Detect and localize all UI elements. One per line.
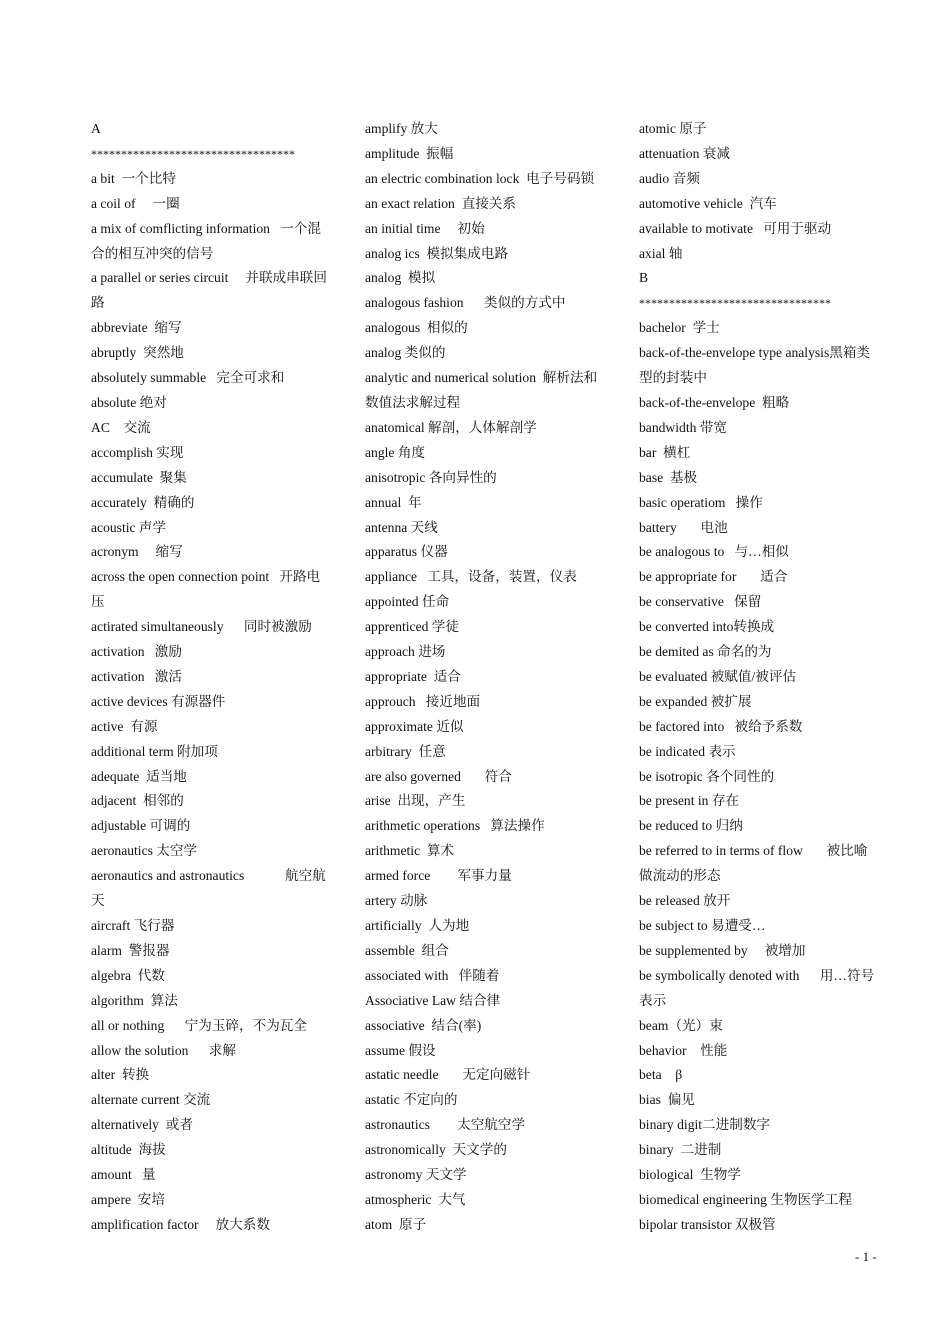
glossary-entry: associative 结合(率) [365, 1017, 482, 1033]
glossary-entry: artery 动脉 [365, 893, 428, 909]
glossary-entry: biological 生物学 [639, 1167, 741, 1183]
glossary-entry: astronomically 天文学的 [365, 1142, 507, 1158]
glossary-entry: adequate 适当地 [91, 768, 187, 784]
glossary-entry: A [91, 121, 101, 136]
glossary-entry: apparatus 仪器 [365, 544, 448, 560]
glossary-entry: astronomy 天文学 [365, 1167, 467, 1183]
glossary-entry: back-of-the-envelope 粗略 [639, 394, 790, 410]
glossary-entry: assemble 组合 [365, 942, 449, 958]
glossary-entry: amplification factor 放大系数 [91, 1216, 270, 1232]
glossary-entry: analogous 相似的 [365, 320, 468, 336]
glossary-entry: artificially 人为地 [365, 918, 470, 933]
glossary-entry: anatomical 解剖，人体解剖学 [365, 419, 537, 435]
glossary-entry: ampere 安培 [91, 1191, 165, 1207]
glossary-entry: be reduced to 归纳 [639, 818, 743, 834]
glossary-entry: bachelor 学士 [639, 320, 720, 336]
glossary-entry: be analogous to 与…相似 [639, 544, 789, 560]
glossary-entry: bias 偏见 [639, 1092, 695, 1108]
glossary-entry: be isotropic 各个同性的 [639, 768, 775, 784]
glossary-entry: arithmetic 算术 [365, 843, 455, 859]
glossary-entry: associated with 伴随着 [365, 967, 500, 983]
glossary-entry: alternatively 或者 [91, 1117, 193, 1133]
glossary-entry: acronym 缩写 [91, 544, 183, 560]
glossary-entry: accumulate 聚集 [91, 469, 187, 485]
glossary-entry: a mix of comflicting information 一个混合的相互冲突的信号 [91, 220, 321, 261]
glossary-entry: abruptly 突然地 [91, 345, 184, 361]
glossary-entry: axial 轴 [639, 245, 683, 261]
glossary-entry: atmospheric 大气 [365, 1191, 466, 1207]
glossary-entry: be conservative 保留 [639, 594, 762, 610]
glossary-entry: appointed 任命 [365, 594, 450, 610]
glossary-entry: appropriate 适合 [365, 668, 461, 684]
glossary-entry: analog ics 模拟集成电路 [365, 245, 509, 261]
glossary-entry: ********************************** [91, 146, 295, 161]
glossary-entry: absolute 绝对 [91, 394, 167, 410]
glossary-entry: be converted into转换成 [639, 619, 775, 635]
glossary-entry: biomedical engineering 生物医学工程 [639, 1191, 852, 1207]
glossary-entry: amplify 放大 [365, 121, 438, 136]
glossary-entry: an exact relation 直接关系 [365, 195, 516, 211]
glossary-entry: amplitude 振幅 [365, 145, 454, 161]
glossary-entry: algorithm 算法 [91, 992, 178, 1008]
glossary-entry: be present in 存在 [639, 793, 740, 809]
glossary-entry: ******************************** [639, 296, 831, 311]
glossary-entry: be supplemented by 被增加 [639, 942, 806, 958]
glossary-entry: allow the solution 求解 [91, 1042, 236, 1058]
glossary-entry: audio 音频 [639, 170, 700, 186]
column-2 [365, 117, 605, 1238]
glossary-entry: astronautics 太空航空学 [365, 1117, 526, 1133]
glossary-entry: attenuation 衰减 [639, 145, 730, 161]
glossary-entry: binary digit二进制数字 [639, 1117, 771, 1133]
glossary-entry: are also governed 符合 [365, 768, 512, 784]
glossary-entry: apprenticed 学徒 [365, 619, 459, 635]
glossary-entry: alter 转换 [91, 1067, 150, 1083]
glossary-entry: available to motivate 可用于驱动 [639, 220, 832, 236]
glossary-entry: aeronautics 太空学 [91, 843, 198, 859]
column-1 [91, 117, 331, 1238]
glossary-entry: analog 模拟 [365, 270, 436, 286]
glossary-entry: activation 激励 [91, 644, 182, 660]
glossary-entry: automotive vehicle 汽车 [639, 195, 777, 211]
glossary-entry: active 有源 [91, 718, 158, 734]
glossary-entry: be subject to 易遭受… [639, 918, 766, 933]
glossary-entry: annual 年 [365, 494, 422, 510]
glossary-entry: appliance 工具，设备，装置，仪表 [365, 569, 577, 585]
glossary-entry: accomplish 实现 [91, 444, 184, 460]
glossary-entry: antenna 天线 [365, 519, 438, 535]
glossary-entry: alarm 警报器 [91, 942, 170, 958]
glossary-entry: alternate current 交流 [91, 1092, 211, 1108]
glossary-entry: AC 交流 [91, 419, 151, 435]
glossary-entry: approach 进场 [365, 644, 446, 660]
glossary-entry: be referred to in terms of flow 被比喻做流动的形态 [639, 843, 868, 884]
glossary-entry: base 基极 [639, 469, 698, 485]
glossary-entry: accurately 精确的 [91, 494, 195, 510]
glossary-entry: beam（光）束 [639, 1017, 723, 1033]
glossary-entry: additional term 附加项 [91, 743, 218, 759]
glossary-entry: atomic 原子 [639, 121, 707, 136]
glossary-entry: astatic 不定向的 [365, 1092, 458, 1108]
glossary-entry: assume 假设 [365, 1042, 436, 1058]
glossary-entry: approximate 近似 [365, 718, 464, 734]
glossary-entry: abbreviate 缩写 [91, 320, 182, 336]
glossary-entry: behavior 性能 [639, 1042, 728, 1058]
glossary-entry: across the open connection point 开路电压 [91, 569, 321, 610]
glossary-entry: aircraft 飞行器 [91, 918, 175, 933]
glossary-entry: bandwidth 带宽 [639, 419, 727, 435]
glossary-entry: bar 横杠 [639, 444, 691, 460]
glossary-entry: aeronautics and astronautics 航空航天 [91, 868, 326, 909]
glossary-entry: a bit 一个比特 [91, 170, 176, 186]
glossary-entry: activation 激活 [91, 668, 182, 684]
page-number: - 1 - [855, 1249, 877, 1264]
glossary-entry: analogous fashion 类似的方式中 [365, 295, 566, 311]
glossary-entry: a parallel or series circuit 并联成串联回路 [91, 270, 327, 311]
glossary-entry: approuch 接近地面 [365, 693, 481, 709]
glossary-entry: Associative Law 结合律 [365, 992, 501, 1008]
glossary-entry: binary 二进制 [639, 1142, 722, 1158]
glossary-entry: anisotropic 各向异性的 [365, 469, 497, 485]
column-3 [639, 117, 879, 1238]
glossary-entry: all or nothing 宁为玉碎，不为瓦全 [91, 1017, 307, 1033]
glossary-entry: armed force 军事力量 [365, 868, 512, 884]
glossary-entry: be evaluated 被赋值/被评估 [639, 668, 797, 684]
glossary-entry: be demited as 命名的为 [639, 644, 772, 660]
glossary-entry: algebra 代数 [91, 967, 165, 983]
glossary-entry: be expanded 被扩展 [639, 693, 752, 709]
glossary-entry: be appropriate for 适合 [639, 569, 788, 585]
glossary-entry: analog 类似的 [365, 345, 446, 361]
glossary-entry: bipolar transistor 双极管 [639, 1216, 776, 1232]
glossary-entry: battery 电池 [639, 519, 728, 535]
glossary-entry: basic operatiom 操作 [639, 494, 763, 510]
glossary-entry: angle 角度 [365, 444, 426, 460]
glossary-entry: adjustable 可调的 [91, 818, 191, 834]
glossary-entry: amount 量 [91, 1167, 156, 1183]
glossary-entry: adjacent 相邻的 [91, 793, 184, 809]
glossary-entry: a coil of 一圈 [91, 195, 180, 211]
glossary-entry: an initial time 初始 [365, 220, 485, 236]
glossary-entry: an electric combination lock 电子号码锁 [365, 170, 595, 186]
glossary-entry: absolutely summable 完全可求和 [91, 370, 285, 386]
glossary-entry: active devices 有源器件 [91, 693, 226, 709]
glossary-entry: actirated simultaneously 同时被激励 [91, 619, 312, 635]
glossary-entry: be indicated 表示 [639, 743, 736, 759]
glossary-entry: be factored into 被给予系数 [639, 718, 803, 734]
glossary-entry: B [639, 270, 649, 286]
glossary-entry: be symbolically denoted with 用…符号表示 [639, 967, 875, 1008]
glossary-entry: beta β [639, 1067, 683, 1083]
glossary-entry: arithmetic operations 算法操作 [365, 818, 545, 834]
glossary-entry: analytic and numerical solution 解析法和数值法求解过程 [365, 370, 598, 410]
glossary-entry: back-of-the-envelope type analysis黑箱类型的封装中 [639, 345, 871, 386]
glossary-entry: be released 放开 [639, 893, 731, 909]
glossary-entry: atom 原子 [365, 1216, 427, 1232]
glossary-entry: arise 出现，产生 [365, 793, 466, 809]
glossary-entry: astatic needle 无定向磁针 [365, 1067, 531, 1083]
glossary-entry: acoustic 声学 [91, 519, 167, 535]
glossary-entry: altitude 海拔 [91, 1142, 166, 1158]
glossary-entry: arbitrary 任意 [365, 743, 446, 759]
